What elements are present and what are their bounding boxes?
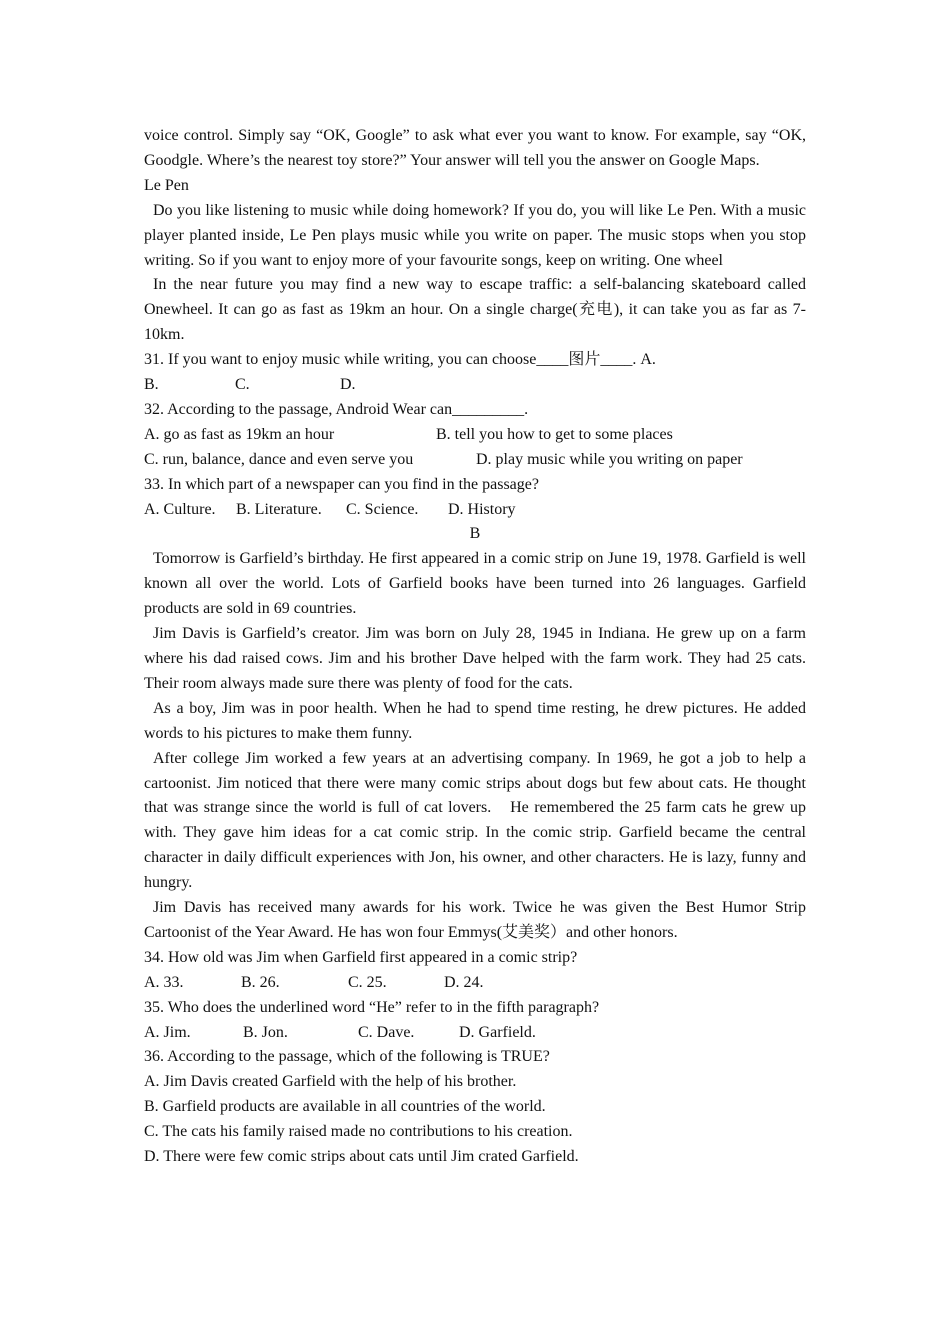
- option-31-c: C.: [235, 376, 250, 394]
- option-33-c: C. Science.: [346, 500, 419, 518]
- option-33-a: A. Culture.: [144, 500, 216, 518]
- option-35-b: B. Jon.: [243, 1023, 288, 1041]
- question-36: 36. According to the passage, which of the following is TRUE?: [144, 1048, 550, 1066]
- question-33-options: [144, 498, 806, 523]
- question-35-options: [144, 1021, 806, 1046]
- question-34: 34. How old was Jim when Garfield first appeared in a comic strip?: [144, 948, 578, 966]
- question-32-options-row2: [144, 448, 806, 473]
- question-33: 33. In which part of a newspaper can you find in the passage?: [144, 475, 539, 493]
- question-32-options-row1: [144, 423, 806, 448]
- option-32-b: B. tell you how to get to some places: [436, 425, 673, 443]
- option-34-d: D. 24.: [444, 973, 484, 991]
- option-33-b: B. Literature.: [236, 500, 322, 518]
- question-34-options: [144, 971, 806, 996]
- section-heading-b: B: [469, 525, 481, 543]
- option-32-c: C. run, balance, dance and even serve you: [144, 450, 414, 468]
- paragraph-garfield-birthday: Tomorrow is Garfield’s birthday. He first appeared in a comic strip on June 19, 1978. Garfield is well known all over the world. Lots of Garfield books have been turned into 26 languages. Garfield products are sold in 69 countries.: [144, 550, 806, 618]
- question-32: 32. According to the passage, Android Wear can_________.: [144, 400, 529, 418]
- question-35: 35. Who does the underlined word “He” refer to in the fifth paragraph?: [144, 998, 600, 1016]
- option-33-d: D. History: [448, 500, 516, 518]
- option-36-a: A. Jim Davis created Garfield with the help of his brother.: [144, 1073, 517, 1091]
- option-31-b: B.: [144, 376, 159, 394]
- option-34-c: C. 25.: [348, 973, 387, 991]
- option-35-a: A. Jim.: [144, 1023, 191, 1041]
- heading-le-pen: Le Pen: [144, 176, 189, 194]
- option-36-d: D. There were few comic strips about cats until Jim crated Garfield.: [144, 1148, 579, 1166]
- option-32-d: D. play music while you writing on paper: [476, 450, 743, 468]
- option-36-c: C. The cats his family raised made no contributions to his creation.: [144, 1123, 573, 1141]
- option-31-d: D.: [340, 376, 356, 394]
- paragraph-le-pen: Do you like listening to music while doing homework? If you do, you will like Le Pen. With a music player planted inside, Le Pen plays music while you write on paper. The music stops when you stop writing. So if you want to enjoy more of your favourite songs, keep on writing. One wheel: [144, 201, 806, 269]
- paragraph-onewheel: In the near future you may find a new way to escape traffic: a self-balancing skateboard called Onewheel. It can go as fast as 19km an hour. On a single charge(充电), it can take you as far as 7-10km.: [144, 276, 806, 344]
- option-34-b: B. 26.: [241, 973, 280, 991]
- document-page: [144, 124, 806, 1170]
- option-36-b: B. Garfield products are available in all countries of the world.: [144, 1098, 546, 1116]
- paragraph-jim-boyhood: As a boy, Jim was in poor health. When he had to spend time resting, he drew pictures. He added words to his pictures to make them funny.: [144, 699, 806, 742]
- paragraph-awards: Jim Davis has received many awards for his work. Twice he was given the Best Humor Strip Cartoonist of the Year Award. He has won four Emmys(艾美奖）and other honors.: [144, 899, 806, 941]
- option-34-a: A. 33.: [144, 973, 184, 991]
- option-35-c: C. Dave.: [358, 1023, 415, 1041]
- paragraph-after-college: After college Jim worked a few years at an advertising company. In 1969, he got a job to help a cartoonist. Jim noticed that there were many comic strips about dogs but few about cats. He thought that was strange since the world is full of cat lovers. He remembered the 25 farm cats he grew up with. They gave him ideas for a cat comic strip. In the comic strip. Garfield became the central character in daily difficult experiences with Jon, his owner, and other characters. He is lazy, funny and hungry.: [144, 749, 806, 892]
- option-32-a: A. go as fast as 19km an hour: [144, 425, 335, 443]
- paragraph-jim-davis-creator: Jim Davis is Garfield’s creator. Jim was born on July 28, 1945 in Indiana. He grew up on a farm where his dad raised cows. Jim and his brother Dave helped with the farm work. They had 25 cats. Their room always made sure there was plenty of food for the cats.: [144, 625, 806, 692]
- paragraph-voice-control: voice control. Simply say “OK, Google” to ask what ever you want to know. For example, say “OK, Goodgle. Where’s the nearest toy store?” Your answer will tell you the answer on Google Maps.: [144, 127, 806, 169]
- option-35-d: D. Garfield.: [459, 1023, 536, 1041]
- question-31-options: [144, 373, 806, 398]
- question-31: 31. If you want to enjoy music while writing, you can choose____图片____. A.: [144, 351, 656, 369]
